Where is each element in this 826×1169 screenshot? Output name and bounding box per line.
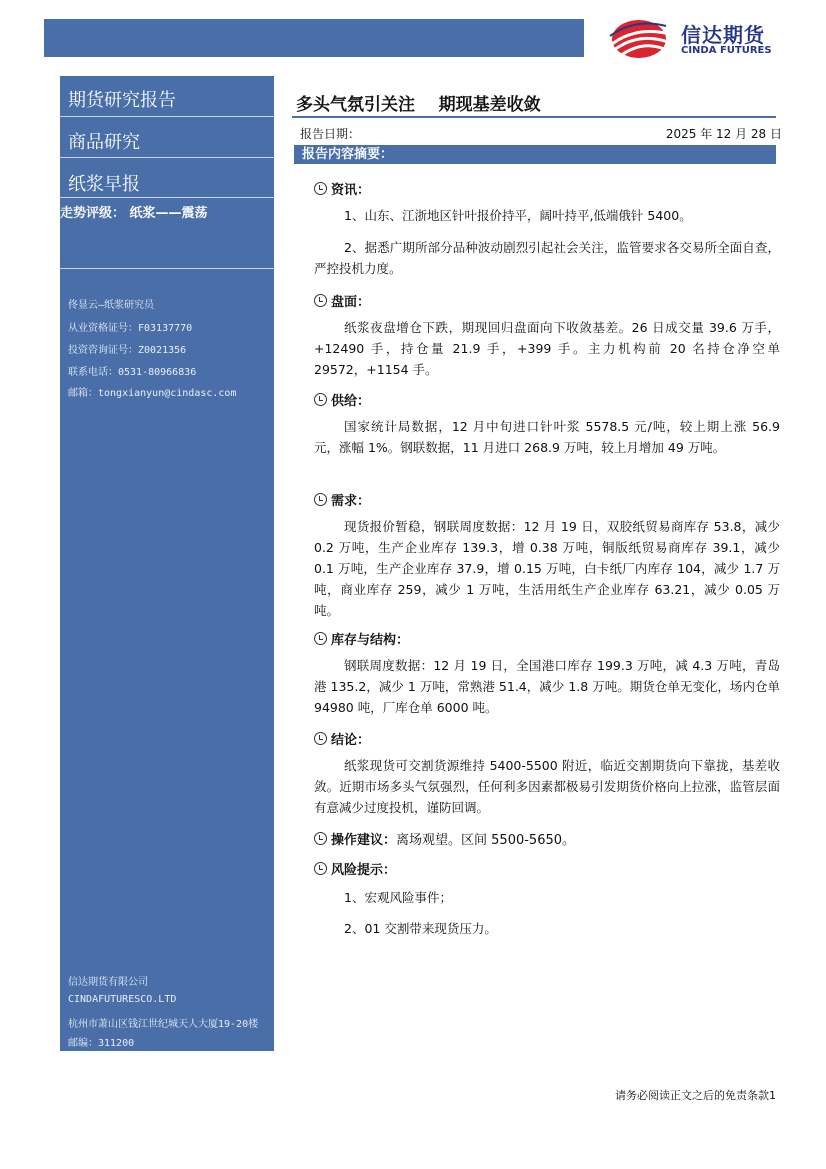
section-heading: 操作建议：离场观望。区间 5500-5650。 <box>314 829 780 851</box>
analyst-name: 佟显云—纸浆研究员 <box>68 300 155 311</box>
section-inventory <box>314 629 780 718</box>
trend-rating: 走势评级： 纸浆——震荡 <box>60 206 208 221</box>
paragraph: 2、据悉广期所部分品种波动剧烈引起社会关注，监管要求各交易所全面自查，严控投机力度。 <box>314 240 780 276</box>
clock-icon <box>314 182 327 195</box>
divider <box>60 157 274 158</box>
advice-text: 离场观望。区间 5500-5650。 <box>396 833 576 848</box>
paragraph: 纸浆夜盘增仓下跌，期现回归盘面向下收敛基差。26 日成交量 39.6 万手，+12490 手，持仓量 21.9 手，+399 手。主力机构前 20 名持仓净空单 29572，+1154 手。 <box>314 320 780 377</box>
sidebar <box>60 76 274 1051</box>
paragraph: 2、01 交割带来现货压力。 <box>344 921 497 936</box>
clock-icon <box>314 493 327 506</box>
email[interactable]: 邮箱：tongxianyun@cindasc.com <box>68 388 237 399</box>
section-supply <box>314 390 780 458</box>
paragraph: 纸浆现货可交割货源维持 5400-5500 附近，临近交割期货向下靠拢，基差收敛。近期市场多头气氛强烈，任何利多因素都极易引发期货价格向上拉涨，监管层面有意减少过度投机，谨防回调。 <box>314 758 780 815</box>
paragraph: 钢联周度数据：12 月 19 日，全国港口库存 199.3 万吨，减 4.3 万吨，青岛港 135.2，减少 1 万吨，常熟港 51.4，减少 1.8 万吨。期货仓单无变化，场内仓单 94980 吨，厂库仓单 6000 吨。 <box>314 658 780 715</box>
section-heading: 供给： <box>314 390 780 412</box>
section-risk <box>314 859 780 939</box>
disclaimer-footer: 请务必阅读正文之后的免责条款1 <box>615 1089 776 1102</box>
postal-code: 邮编：311200 <box>68 1038 135 1049</box>
section-heading: 风险提示： <box>314 859 780 881</box>
clock-icon <box>314 294 327 307</box>
section-demand <box>314 490 780 621</box>
title-underline <box>292 116 776 118</box>
header-bar <box>44 19 584 57</box>
logo-globe-icon <box>606 16 676 66</box>
section-conclusion <box>314 729 780 818</box>
section-heading: 结论： <box>314 729 780 751</box>
report-date: 2025 年 12 月 28 日 <box>665 127 782 141</box>
qualification-number: 从业资格证号：F03137770 <box>68 323 193 334</box>
report-date-label: 报告日期： <box>300 127 361 141</box>
section-advice <box>314 829 780 851</box>
clock-icon <box>314 832 327 845</box>
divider <box>60 116 274 117</box>
section-market <box>314 291 780 380</box>
summary-heading: 报告内容摘要： <box>294 145 776 164</box>
section-heading: 资讯： <box>314 179 780 201</box>
divider <box>60 197 274 198</box>
clock-icon <box>314 632 327 645</box>
section-heading: 需求： <box>314 490 780 512</box>
sidebar-item-category: 商品研究 <box>68 132 140 153</box>
paragraph: 1、宏观风险事件； <box>344 890 452 905</box>
company-address: 杭州市萧山区钱江世纪城天人大厦19-20楼 <box>68 1019 259 1030</box>
section-heading: 库存与结构： <box>314 629 780 651</box>
section-news <box>314 179 780 279</box>
divider <box>60 268 274 269</box>
clock-icon <box>314 862 327 875</box>
sidebar-item-report-type: 期货研究报告 <box>68 90 176 111</box>
company-name: 信达期货有限公司 <box>68 977 148 988</box>
clock-icon <box>314 732 327 745</box>
section-heading: 盘面： <box>314 291 780 313</box>
company-name-en: CINDAFUTURESCO.LTD <box>68 994 177 1005</box>
paragraph: 1、山东、江浙地区针叶报价持平，阔叶持平,低端俄针 5400。 <box>344 208 692 223</box>
report-title: 多头气氛引关注 期现基差收敛 <box>296 95 541 115</box>
clock-icon <box>314 393 327 406</box>
consulting-number: 投资咨询证号：Z0021356 <box>68 345 187 356</box>
paragraph: 国家统计局数据，12 月中旬进口针叶浆 5578.5 元/吨，较上期上涨 56.9 元，涨幅 1%。钢联数据，11 月进口 268.9 万吨，较上月增加 49 万吨。 <box>314 419 780 455</box>
phone: 联系电话：0531-80966836 <box>68 367 197 378</box>
logo-text-en: CINDA FUTURES <box>681 45 772 56</box>
logo-text-cn: 信达期货 <box>681 23 765 47</box>
paragraph: 现货报价暂稳，钢联周度数据：12 月 19 日，双胶纸贸易商库存 53.8，减少 0.2 万吨，生产企业库存 139.3，增 0.38 万吨，铜版纸贸易商库存 39.1，减少 0.1 万吨，生产企业库存 37.9，增 0.15 万吨，白卡纸厂内库存 104，减少 1.7 万吨，商业库存 259，减少 1 万吨，生活用纸生产企业库存 63.21，减少 0.05 万吨。 <box>314 519 780 618</box>
sidebar-item-report-name: 纸浆早报 <box>68 174 140 195</box>
